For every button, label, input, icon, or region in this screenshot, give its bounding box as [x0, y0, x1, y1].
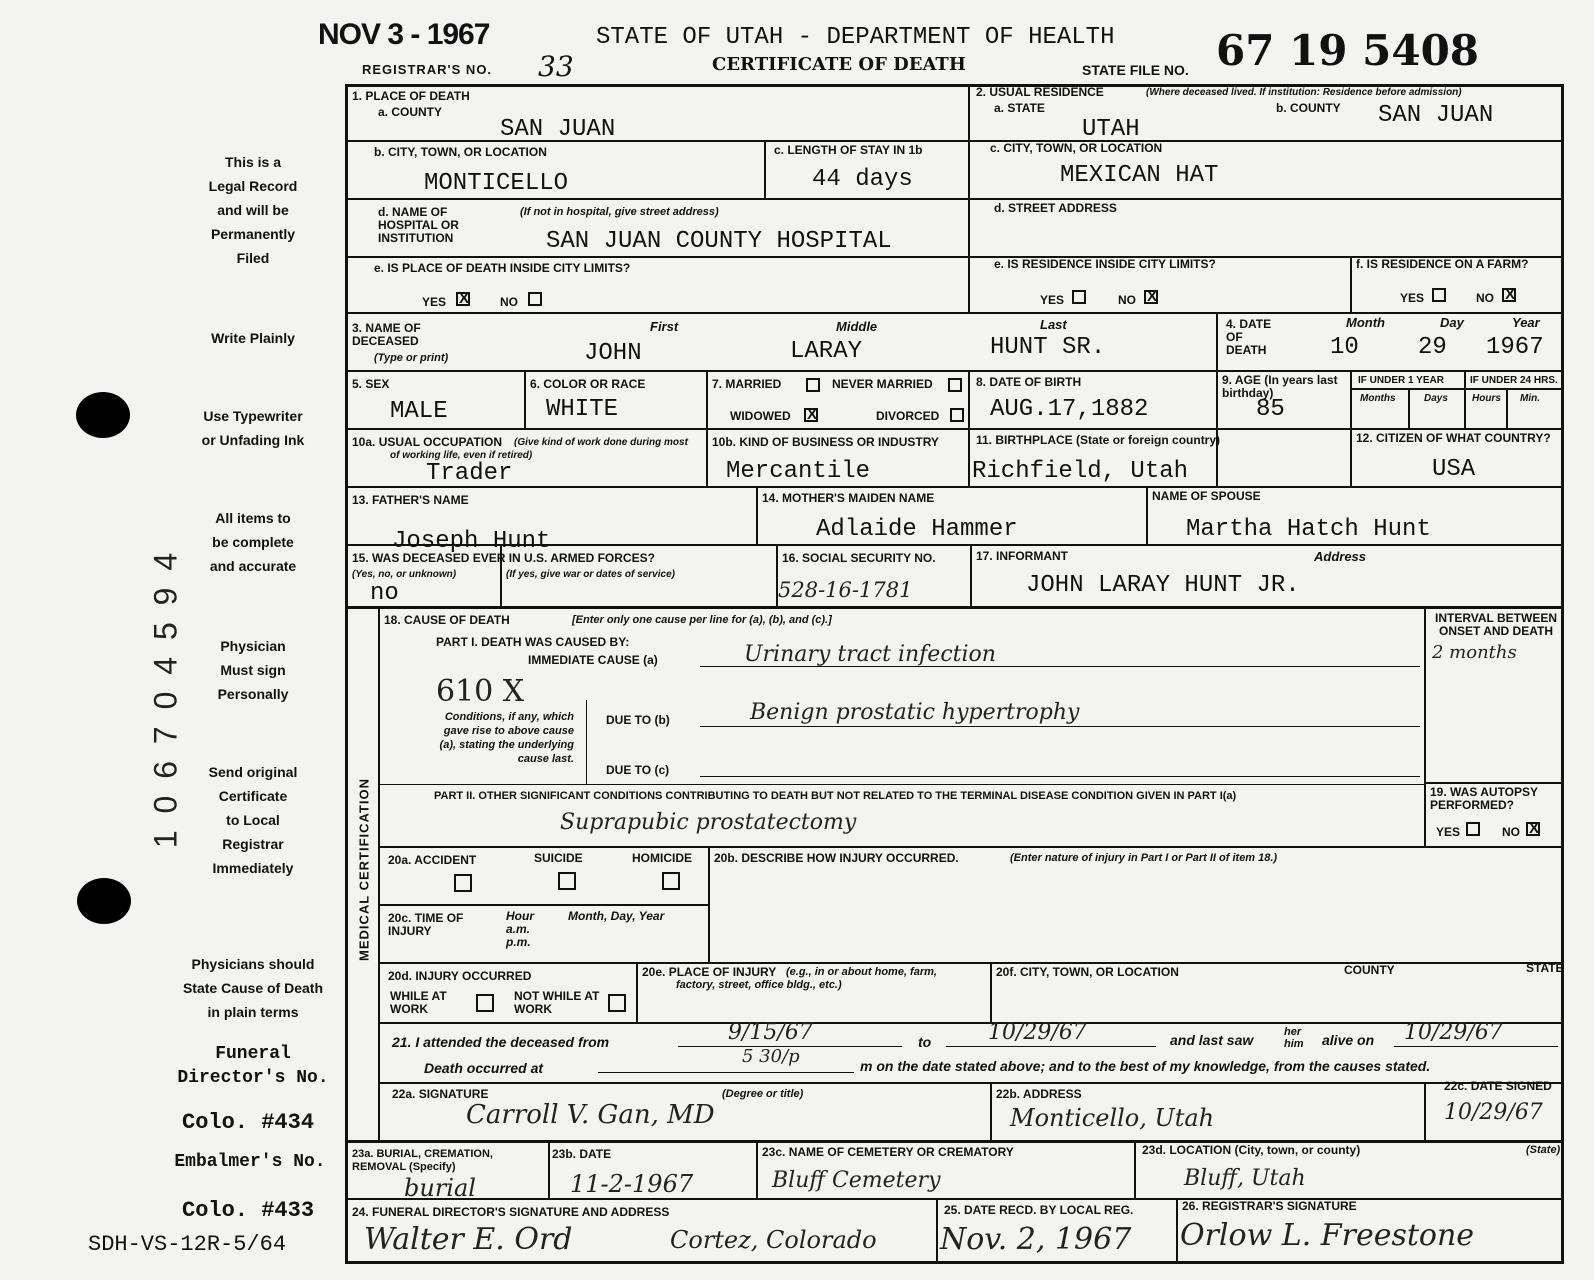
label-place-in-city-no: NO: [500, 295, 518, 309]
value-length-of-stay: 44 days: [812, 166, 913, 193]
label-married: 7. MARRIED: [712, 377, 782, 391]
label-length-of-stay: c. LENGTH OF STAY IN 1b: [774, 143, 923, 157]
label-last-saw: and last saw: [1170, 1032, 1254, 1048]
label-business: 10b. KIND OF BUSINESS OR INDUSTRY: [712, 435, 939, 449]
value-date-received: Nov. 2, 1967: [940, 1222, 1132, 1257]
label-dod-month: Month: [1346, 315, 1385, 330]
label-cemetery: 23c. NAME OF CEMETERY OR CREMATORY: [762, 1145, 1014, 1159]
checkbox-suicide[interactable]: [558, 872, 576, 890]
sidebar-typewriter: Use Typewriter or Unfading Ink: [201, 408, 305, 448]
sidebar-embalmer-no: Colo. #433: [182, 1198, 315, 1223]
label-dod-year: Year: [1512, 315, 1540, 330]
value-business: Mercantile: [726, 458, 871, 485]
checkbox-never-married[interactable]: [948, 378, 962, 392]
punch-hole-bottom: [77, 878, 131, 924]
checkbox-not-while-at-work[interactable]: [608, 994, 626, 1012]
sidebar-send-original: Send original Certificate to Local Registrar Immediately: [208, 764, 298, 876]
label-under-1-year: IF UNDER 1 YEAR: [1358, 375, 1444, 386]
label-usual-residence: 2. USUAL RESIDENCE: [976, 85, 1104, 99]
label-interval: INTERVAL BETWEEN ONSET AND DEATH: [1434, 611, 1557, 638]
label-age: 9. AGE (In years last birthday): [1222, 373, 1338, 400]
label-armed-forces-note2: (If yes, give war or dates of service): [506, 569, 675, 580]
value-cemetery: Bluff Cemetery: [772, 1168, 941, 1193]
label-cause-of-death-note: [Enter only one cause per line for (a), (b), and (c).]: [572, 614, 832, 626]
value-middle-name: LARAY: [790, 338, 863, 365]
label-last: Last: [1040, 317, 1067, 332]
label-father: 13. FATHER'S NAME: [352, 493, 469, 507]
sidebar-complete: All items to be complete and accurate: [209, 510, 297, 574]
value-date-signed: 10/29/67: [1444, 1100, 1543, 1125]
label-medical-certification: MEDICAL CERTIFICATION: [356, 778, 372, 962]
value-ssn: 528-16-1781: [778, 578, 913, 602]
label-date-signed: 22c. DATE SIGNED: [1444, 1079, 1552, 1093]
label-autopsy-no: NO: [1502, 825, 1520, 839]
checkbox-place-in-city-no[interactable]: [528, 292, 542, 306]
value-res-county: SAN JUAN: [1378, 102, 1494, 129]
certificate-title: CERTIFICATE OF DEATH: [712, 54, 966, 75]
label-date-of-death: 4. DATE OF DEATH: [1226, 317, 1272, 357]
value-race: WHITE: [546, 396, 619, 423]
value-part2: Suprapubic prostatectomy: [560, 810, 857, 835]
value-father: Joseph Hunt: [392, 528, 551, 555]
sidebar-write-plainly: Write Plainly: [211, 330, 295, 346]
label-res-state: a. STATE: [994, 101, 1045, 115]
checkbox-homicide[interactable]: [662, 872, 680, 890]
label-place-of-death: 1. PLACE OF DEATH: [352, 89, 470, 103]
label-time-of-injury: 20c. TIME OF INJURY: [388, 911, 464, 938]
label-how-injury: 20b. DESCRIBE HOW INJURY OCCURRED.: [714, 851, 959, 865]
value-physician-signature: Carroll V. Gan, MD: [466, 1100, 715, 1130]
label-month-day-year: Month, Day, Year: [568, 909, 665, 923]
label-homicide: HOMICIDE: [632, 851, 692, 865]
value-date-of-birth: AUG.17,1882: [990, 396, 1149, 423]
registrar-no-value: 33: [538, 50, 574, 83]
value-burial-date: 11-2-1967: [570, 1170, 694, 1198]
value-attended-from: 9/15/67: [728, 1020, 813, 1045]
value-res-city: MEXICAN HAT: [1060, 162, 1219, 189]
value-registrar-signature: Orlow L. Freestone: [1180, 1218, 1475, 1253]
form-number: SDH-VS-12R-5/64: [88, 1232, 287, 1257]
label-alive-on: alive on: [1322, 1032, 1375, 1048]
label-hospital: d. NAME OF HOSPITAL OR INSTITUTION: [378, 205, 459, 245]
label-funeral-director: 24. FUNERAL DIRECTOR'S SIGNATURE AND ADDRESS: [352, 1205, 670, 1219]
sidebar-embalmer-label: Embalmer's No.: [174, 1152, 326, 1172]
registrar-no-label: REGISTRAR'S NO.: [362, 62, 493, 77]
label-hospital-note: (If not in hospital, give street address): [520, 206, 719, 218]
label-hours: Hours: [1472, 393, 1501, 404]
received-stamp: NOV 3 - 1967: [318, 18, 490, 51]
value-hospital: SAN JUAN COUNTY HOSPITAL: [546, 228, 892, 255]
label-due-to-c: DUE TO (c): [606, 763, 670, 777]
label-res-in-city-yes: YES: [1040, 293, 1065, 307]
label-widowed: WIDOWED: [730, 409, 791, 423]
sidebar-physicians-should: Physicians should State Cause of Death in plain terms: [182, 956, 324, 1020]
value-age: 85: [1256, 396, 1285, 423]
label-accident: 20a. ACCIDENT: [388, 853, 477, 867]
label-ssn: 16. SOCIAL SECURITY NO.: [782, 551, 936, 565]
label-race: 6. COLOR OR RACE: [530, 377, 646, 391]
value-informant: JOHN LARAY HUNT JR.: [1026, 572, 1300, 599]
label-armed-forces-note1: (Yes, no, or unknown): [352, 569, 457, 580]
label-part2: PART II. OTHER SIGNIFICANT CONDITIONS CONTRIBUTING TO DEATH BUT NOT RELATED TO THE TERMINAL DISEASE CONDITION GIVEN IN PART I(a): [434, 790, 1237, 802]
label-signature: 22a. SIGNATURE: [392, 1087, 489, 1101]
label-suicide: SUICIDE: [534, 851, 583, 865]
label-injury-city: 20f. CITY, TOWN, OR LOCATION: [996, 965, 1179, 979]
label-part1: PART I. DEATH WAS CAUSED BY:: [436, 635, 630, 649]
label-him-her: her him: [1284, 1026, 1304, 1050]
label-months: Months: [1360, 393, 1396, 404]
value-death-month: 10: [1330, 334, 1359, 361]
value-funeral-director-signature: Walter E. Ord: [364, 1222, 573, 1257]
label-injury-county: COUNTY: [1344, 963, 1395, 977]
value-funeral-director-address: Cortez, Colorado: [670, 1226, 877, 1254]
value-place-county: SAN JUAN: [500, 116, 616, 143]
label-while-at-work: WHILE AT WORK: [390, 989, 447, 1016]
label-citizen: 12. CITIZEN OF WHAT COUNTRY?: [1356, 431, 1551, 445]
value-last-saw-alive: 10/29/67: [1404, 1020, 1503, 1045]
label-occupation: 10a. USUAL OCCUPATION: [352, 435, 503, 449]
label-not-while-at-work: NOT WHILE AT WORK: [514, 989, 600, 1016]
label-degree: (Degree or title): [722, 1088, 804, 1100]
label-name-note: (Type or print): [374, 352, 449, 364]
checkbox-while-at-work[interactable]: [476, 994, 494, 1012]
label-cemetery-state: (State): [1526, 1144, 1561, 1156]
checkbox-farm-yes[interactable]: [1432, 288, 1446, 302]
label-place-in-city: e. IS PLACE OF DEATH INSIDE CITY LIMITS?: [374, 261, 631, 275]
label-days: Days: [1424, 393, 1448, 404]
label-never-married: NEVER MARRIED: [832, 377, 933, 391]
value-citizen: USA: [1432, 456, 1476, 483]
label-due-to-b: DUE TO (b): [606, 713, 670, 727]
label-res-in-city: e. IS RESIDENCE INSIDE CITY LIMITS?: [994, 257, 1216, 271]
value-code: 610 X: [436, 674, 525, 709]
label-under-24-hrs: IF UNDER 24 HRS.: [1470, 375, 1558, 386]
label-armed-forces: 15. WAS DECEASED EVER IN U.S. ARMED FORCES?: [352, 551, 655, 565]
label-date-received: 25. DATE RECD. BY LOCAL REG.: [944, 1203, 1134, 1217]
value-res-state: UTAH: [1082, 116, 1140, 143]
label-res-county: b. COUNTY: [1276, 101, 1341, 115]
sidebar-funeral-director-label: Funeral Director's No.: [177, 1044, 329, 1088]
checkbox-married[interactable]: [806, 378, 820, 392]
checkbox-divorced[interactable]: [950, 408, 964, 422]
label-registrar-signature: 26. REGISTRAR'S SIGNATURE: [1182, 1199, 1357, 1213]
label-attended-from: 21. I attended the deceased from: [392, 1034, 610, 1050]
checkbox-autopsy-yes[interactable]: [1466, 822, 1480, 836]
label-death-occurred: Death occurred at: [424, 1060, 544, 1076]
label-res-city: c. CITY, TOWN, OR LOCATION: [990, 141, 1163, 155]
label-autopsy-yes: YES: [1436, 825, 1461, 839]
vertical-serial-number: 1 0 6 7 0 4 5 9 4: [147, 548, 184, 849]
value-occupation: Trader: [426, 460, 513, 487]
value-armed-forces: no: [370, 580, 399, 607]
label-middle: Middle: [836, 319, 878, 334]
label-dod-day: Day: [1440, 315, 1464, 330]
sidebar-funeral-director-no: Colo. #434: [182, 1110, 315, 1135]
value-death-day: 29: [1418, 334, 1447, 361]
label-place-county: a. COUNTY: [378, 105, 443, 119]
label-name-deceased: 3. NAME OF DECEASED: [352, 321, 421, 348]
checkbox-autopsy-no[interactable]: [1526, 822, 1540, 836]
label-sex: 5. SEX: [352, 377, 390, 391]
label-burial-date: 23b. DATE: [552, 1147, 612, 1161]
value-interval: 2 months: [1432, 642, 1517, 663]
label-attended-to: to: [918, 1034, 932, 1050]
label-farm-yes: YES: [1400, 291, 1425, 305]
checkbox-res-in-city-yes[interactable]: [1072, 290, 1086, 304]
value-place-city: MONTICELLO: [424, 170, 569, 197]
value-physician-address: Monticello, Utah: [1010, 1104, 1215, 1132]
label-usual-residence-note: (Where deceased lived. If institution: Residence before admission): [1146, 87, 1462, 98]
label-first: First: [650, 319, 679, 334]
value-mother: Adlaide Hammer: [816, 516, 1018, 543]
label-spouse: NAME OF SPOUSE: [1152, 489, 1261, 503]
label-hour-am-pm: Hour a.m. p.m.: [506, 909, 534, 949]
label-farm-no: NO: [1476, 291, 1494, 305]
label-informant-address: Address: [1314, 549, 1367, 564]
state-department-title: STATE OF UTAH - DEPARTMENT OF HEALTH: [596, 24, 1115, 51]
value-sex: MALE: [390, 398, 448, 425]
value-cemetery-location: Bluff, Utah: [1184, 1166, 1306, 1191]
checkbox-widowed[interactable]: [804, 408, 818, 422]
label-injury-occurred: 20d. INJURY OCCURRED: [388, 969, 532, 983]
sidebar-physician-sign: Physician Must sign Personally: [217, 638, 289, 702]
label-informant: 17. INFORMANT: [976, 549, 1069, 563]
punch-hole-top: [76, 392, 130, 438]
label-immediate-cause: IMMEDIATE CAUSE (a): [528, 653, 658, 667]
value-death-year: 1967: [1486, 334, 1544, 361]
value-first-name: JOHN: [584, 340, 642, 367]
value-birthplace: Richfield, Utah: [972, 458, 1189, 485]
label-mother: 14. MOTHER'S MAIDEN NAME: [762, 491, 935, 505]
value-attended-to: 10/29/67: [988, 1020, 1087, 1045]
label-farm: f. IS RESIDENCE ON A FARM?: [1356, 257, 1529, 271]
value-disposition: burial: [404, 1174, 476, 1202]
checkbox-farm-no[interactable]: [1502, 288, 1516, 302]
label-m-on-date: m on the date stated above; and to the best of my knowledge, from the causes stated.: [860, 1058, 1431, 1074]
label-date-of-birth: 8. DATE OF BIRTH: [976, 375, 1082, 389]
label-birthplace: 11. BIRTHPLACE (State or foreign country): [976, 433, 1221, 447]
state-file-no-label: STATE FILE NO.: [1082, 62, 1189, 78]
state-file-no-value: 67 19 5408: [1216, 26, 1480, 75]
label-place-of-injury: 20e. PLACE OF INJURY: [642, 965, 777, 979]
checkbox-accident[interactable]: [454, 874, 472, 892]
label-res-street: d. STREET ADDRESS: [994, 201, 1117, 215]
sidebar-legal-record: This is a Legal Record and will be Permanently Filed: [208, 154, 298, 266]
label-divorced: DIVORCED: [876, 409, 940, 423]
value-cause-b: Benign prostatic hypertrophy: [750, 700, 1080, 725]
label-physician-address: 22b. ADDRESS: [996, 1087, 1082, 1101]
value-death-time: 5 30/p: [742, 1046, 800, 1067]
label-min: Min.: [1520, 393, 1540, 404]
label-how-injury-note: (Enter nature of injury in Part I or Part II of item 18.): [1010, 852, 1278, 864]
label-conditions: Conditions, if any, which gave rise to above cause (a), stating the underlying cause last.: [439, 711, 574, 765]
label-place-in-city-yes: YES: [422, 295, 447, 309]
label-occupation-note: (Give kind of work done during most of working life, even if retired): [390, 437, 688, 461]
value-spouse: Martha Hatch Hunt: [1186, 516, 1431, 543]
label-res-in-city-no: NO: [1118, 293, 1136, 307]
label-injury-state: STATE: [1526, 961, 1564, 975]
checkbox-place-in-city-yes[interactable]: [456, 292, 470, 306]
label-disposition: 23a. BURIAL, CREMATION, REMOVAL (Specify): [352, 1148, 493, 1173]
label-cause-of-death: 18. CAUSE OF DEATH: [384, 613, 510, 627]
label-cemetery-location: 23d. LOCATION (City, town, or county): [1142, 1143, 1361, 1157]
value-last-name: HUNT SR.: [990, 334, 1106, 361]
checkbox-res-in-city-no[interactable]: [1144, 290, 1158, 304]
label-place-city: b. CITY, TOWN, OR LOCATION: [374, 145, 547, 159]
label-place-of-injury-note: (e.g., in or about home, farm, factory, street, office bldg., etc.): [676, 966, 937, 991]
value-cause-a: Urinary tract infection: [744, 642, 996, 667]
label-autopsy: 19. WAS AUTOPSY PERFORMED?: [1430, 785, 1538, 812]
